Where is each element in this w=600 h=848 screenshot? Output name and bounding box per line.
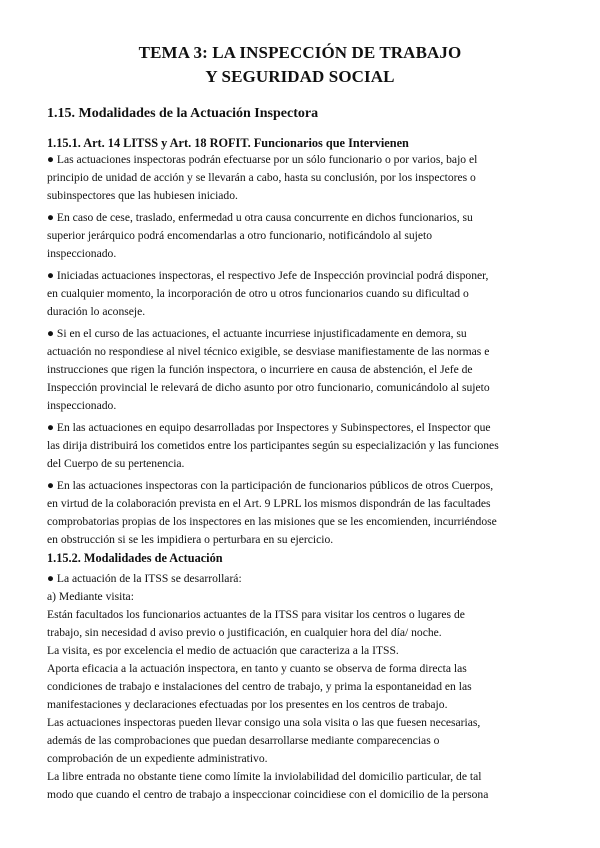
subsection2-line: trabajo, sin necesidad d aviso previo o justificación, en cualquier hora del día/ noche. <box>47 626 442 639</box>
subsection1-line: inspeccionado. <box>47 247 117 260</box>
subsection2-line: condiciones de trabajo e instalaciones del centro de trabajo, y prima la espontaneidad en las <box>47 680 472 693</box>
subsection2-line: además de las comprobaciones que puedan desarrollarse mediante comparecencias o <box>47 734 440 747</box>
subsection1-line: subinspectores que las hubiesen iniciado. <box>47 189 238 202</box>
subsection2-line: a) Mediante visita: <box>47 590 134 603</box>
subsection2-line: Aporta eficacia a la actuación inspectora, en tanto y cuanto se observa de forma directa las <box>47 662 467 675</box>
subsection2-line: La libre entrada no obstante tiene como límite la inviolabilidad del domicilio particular, de tal <box>47 770 482 783</box>
subsection1-line: ● Las actuaciones inspectoras podrán efectuarse por un sólo funcionario o por varios, bajo el <box>47 153 478 166</box>
subsection2-line: La visita, es por excelencia el medio de actuación que caracteriza a la ITSS. <box>47 644 399 657</box>
subsection2-line: Están facultados los funcionarios actuantes de la ITSS para visitar los centros o lugares de <box>47 608 465 621</box>
subsection1-line: ● En las actuaciones en equipo desarrolladas por Inspectores y Subinspectores, el Inspector que <box>47 421 491 434</box>
subsection1-line: ● En caso de cese, traslado, enfermedad u otra causa concurrente en dichos funcionarios, su <box>47 211 473 224</box>
subsection1-line: en obstrucción si se les impidiera o perturbara en su ejercicio. <box>47 533 334 546</box>
subsection1-line: en virtud de la colaboración prevista en el Art. 9 LPRL los mismos dispondrán de las facultades <box>47 497 491 510</box>
subsection1-line: inspeccionado. <box>47 399 117 412</box>
subsection1-line: ● En las actuaciones inspectoras con la participación de funcionarios públicos de otros Cuerpos, <box>47 479 494 492</box>
subsection1-line: ● Iniciadas actuaciones inspectoras, el respectivo Jefe de Inspección provincial podrá disponer, <box>47 269 489 282</box>
subsection1-line: duración lo aconseje. <box>47 305 146 318</box>
subsection2-line: modo que cuando el centro de trabajo a inspeccionar coincidiese con el domicilio de la persona <box>47 788 489 801</box>
subsection1-line: las dirija distribuirá los cometidos entre los participantes según su especialización y las funciones <box>47 439 499 452</box>
subsection2-line: manifestaciones y declaraciones efectuadas por los presentes en los centros de trabajo. <box>47 698 448 711</box>
subsection1-line: del Cuerpo de su pertenencia. <box>47 457 185 470</box>
subsection1-heading: 1.15.1. Art. 14 LITSS y Art. 18 ROFIT. Funcionarios que Intervienen <box>47 136 409 150</box>
subsection1-line: instrucciones que rigen la función inspectora, o incurriere en causa de abstención, el Jefe de <box>47 363 473 376</box>
subsection1-line: ● Si en el curso de las actuaciones, el actuante incurriese injustificadamente en demora, su <box>47 327 467 340</box>
subsection1-line: comprobatorias propias de los inspectores en las misiones que se les encomienden, incurriéndose <box>47 515 497 528</box>
subsection1-line: principio de unidad de acción y se llevarán a cabo, hasta su conclusión, por los inspectores o <box>47 171 476 184</box>
subsection1-line: Inspección provincial le relevará de dicho asunto por otro funcionario, comunicándolo al sujeto <box>47 381 490 394</box>
subsection2-line: comprobación de un expediente administrativo. <box>47 752 268 765</box>
document-title-line2: Y SEGURIDAD SOCIAL <box>205 67 395 86</box>
subsection2-line: Las actuaciones inspectoras pueden llevar consigo una sola visita o las que fuesen necesarias, <box>47 716 481 729</box>
subsection1-line: en cualquier momento, la incorporación de otro u otros funcionarios cuando su dificultad o <box>47 287 469 300</box>
subsection2-heading: 1.15.2. Modalidades de Actuación <box>47 551 223 565</box>
section-heading: 1.15. Modalidades de la Actuación Inspectora <box>47 106 319 121</box>
subsection1-line: superior jerárquico podrá encomendarlas a otro funcionario, notificándolo al sujeto <box>47 229 433 242</box>
subsection2-line: ● La actuación de la ITSS se desarrollará: <box>47 572 242 585</box>
document-title-line1: TEMA 3: LA INSPECCIÓN DE TRABAJO <box>138 43 462 62</box>
subsection1-line: actuación no respondiese al nivel técnico exigible, se desviase manifiestamente de las normas e <box>47 345 490 358</box>
